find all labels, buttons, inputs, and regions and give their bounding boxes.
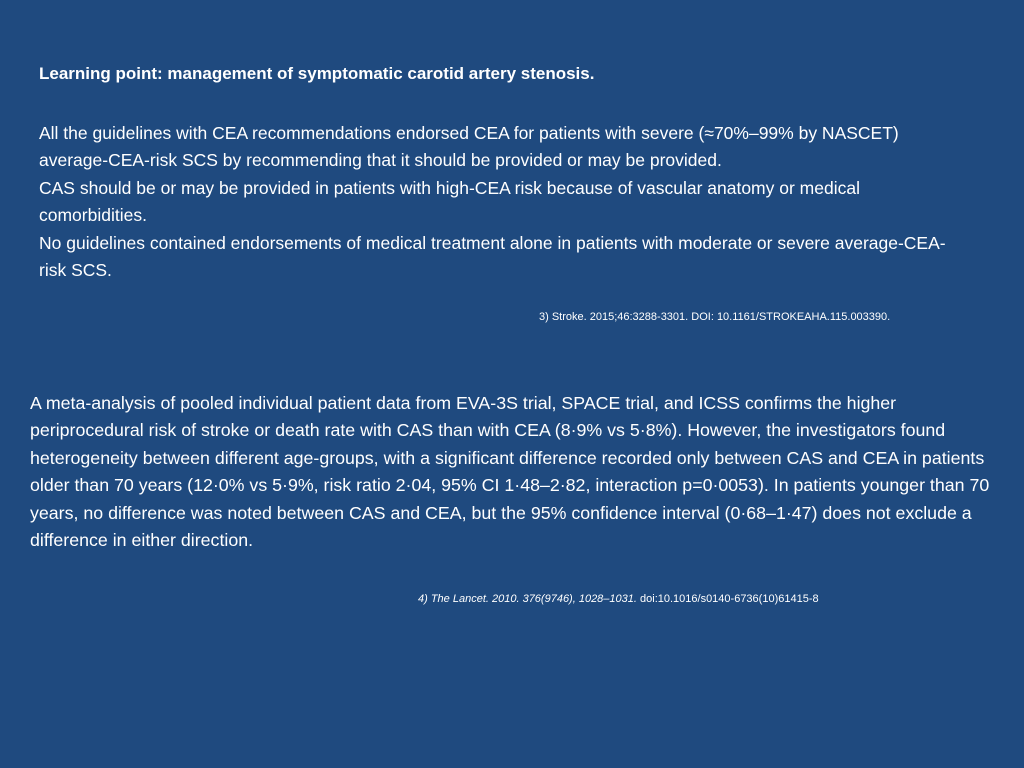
guideline-paragraph-cas: CAS should be or may be provided in patients with high-CEA risk because of vascular anatomy or medical comorbidities. [39, 177, 860, 226]
reference-lancet [418, 592, 1008, 606]
meta-analysis-paragraph: A meta-analysis of pooled individual patient data from EVA-3S trial, SPACE trial, and ICSS confirms the higher periprocedural risk of stroke or death rate with CAS than with CEA (8·9% vs 5·8%). However, the investigators found heterogeneity between different age-groups, with a significant difference recorded only between CAS and CEA in patients older than 70 years (12·0% vs 5·9%, risk ratio 2·04, 95% CI 1·48–2·82, interaction p=0·0053). In patients younger than 70 years, no difference was noted between CAS and CEA, but the 95% confidence interval (0·68–1·47) does not exclude a difference in either direction. [30, 393, 990, 551]
guideline-paragraph-cea: All the guidelines with CEA recommendations endorsed CEA for patients with severe (≈70%–99% by NASCET) average-CEA-risk SCS by recommending that it should be provided or may be provided. [39, 123, 899, 171]
guideline-paragraph-medical: No guidelines contained endorsements of medical treatment alone in patients with moderate or severe average-CEA-risk SCS. [39, 232, 946, 281]
learning-point-heading: Learning point: management of symptomatic carotid artery stenosis. [39, 64, 595, 83]
guidelines-text-block [39, 120, 969, 284]
reference-lancet-doi: doi:10.1016/s0140-6736(10)61415-8 [636, 593, 819, 605]
reference-stroke: 3) Stroke. 2015;46:3288-3301. DOI: 10.1161/STROKEAHA.115.003390. [539, 311, 891, 323]
reference-lancet-citation: 4) The Lancet. 2010. 376(9746), 1028–1031. [418, 593, 637, 605]
